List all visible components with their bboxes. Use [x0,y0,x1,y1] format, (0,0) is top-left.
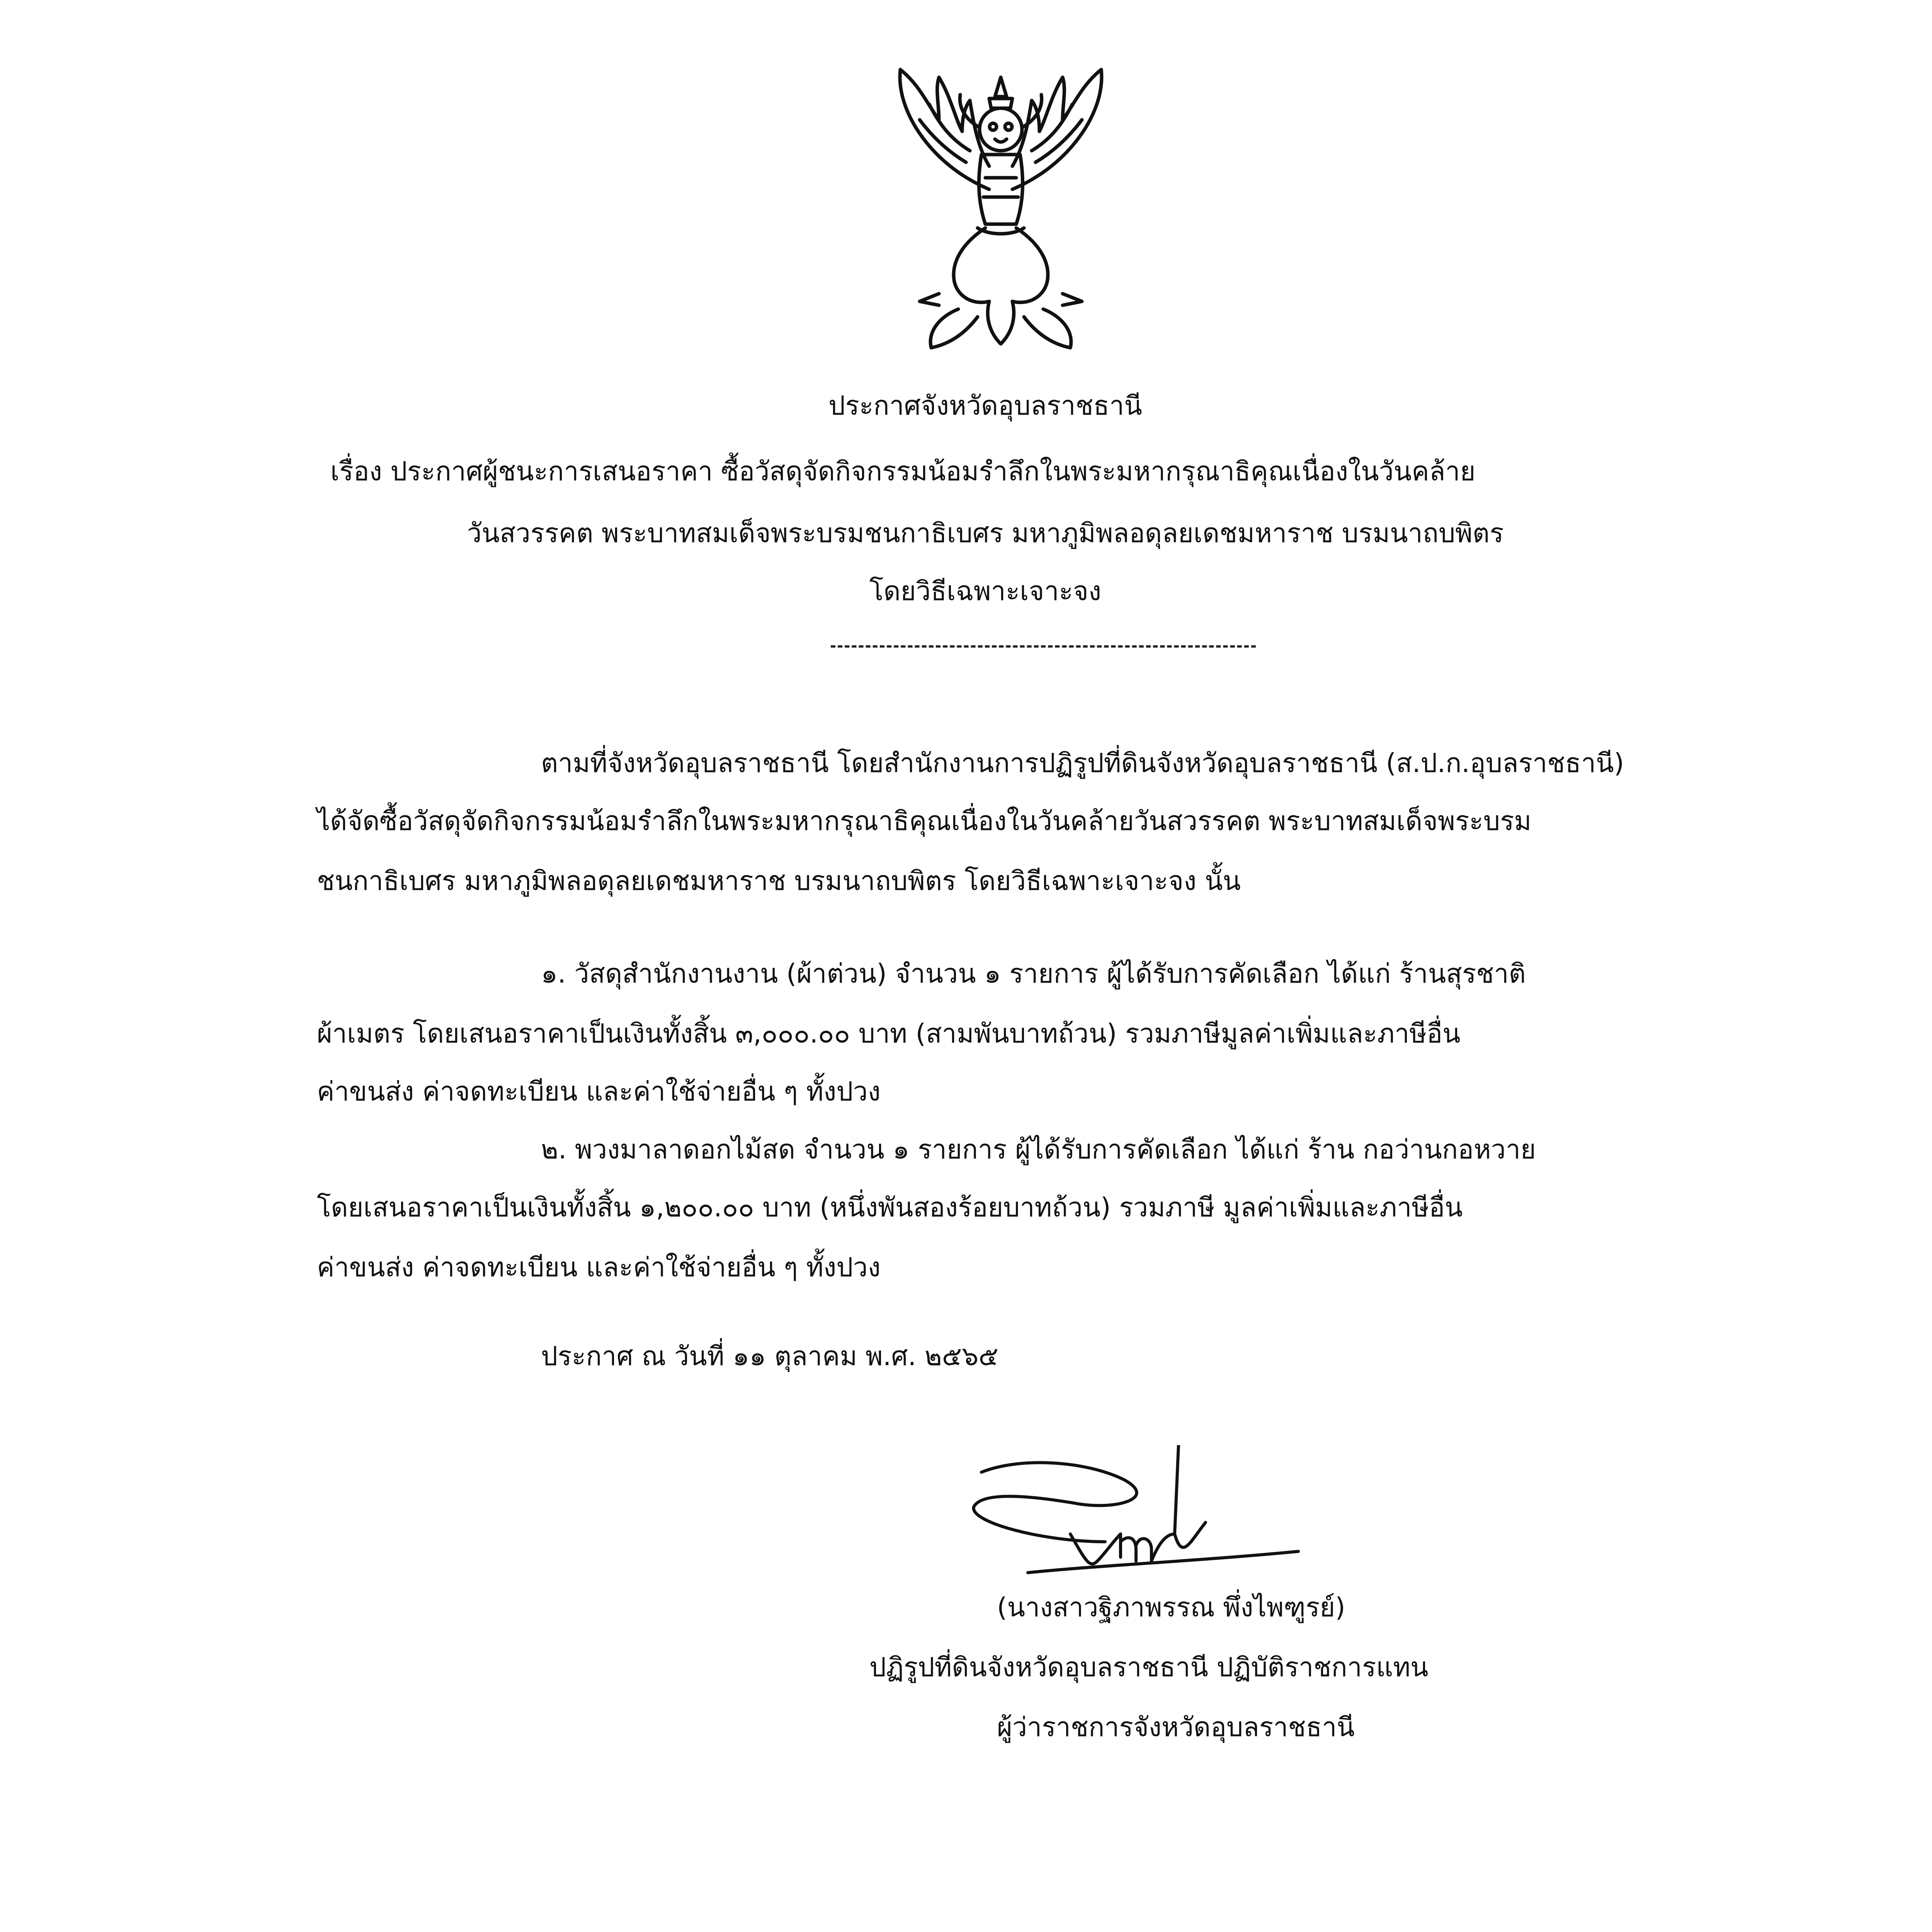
intro-line-2: ได้จัดซื้อวัสดุจัดกิจกรรมน้อมรำลึกในพระมหากรุณาธิคุณเนื่องในวันคล้ายวันสวรรคต พระบาทสมเด็จพระบรม [317,806,1532,837]
signatory-position-line-2: ผู้ว่าราชการจังหวัดอุบลราชธานี [997,1712,1355,1743]
header-separator [831,645,1256,648]
item-1-line-2: ผ้าเมตร โดยเสนอราคาเป็นเงินทั้งสิ้น ๓,๐๐๐.๐๐ บาท (สามพันบาทถ้วน) รวมภาษีมูลค่าเพิ่มและภาษีอื่น [317,1019,1461,1049]
intro-line-3: ชนกาธิเบศร มหาภูมิพลอดุลยเดชมหาราช บรมนาถบพิตร โดยวิธีเฉพาะเจาะจง นั้น [317,866,1241,896]
announcement-subject-line-1: เรื่อง ประกาศผู้ชนะการเสนอราคา ซื้อวัสดุจัดกิจกรรมน้อมรำลึกในพระมหากรุณาธิคุณเนื่องในวันคล้าย [330,456,1476,487]
item-2-line-1: ๒. พวงมาลาดอกไม้สด จำนวน ๑ รายการ ผู้ได้รับการคัดเลือก ได้แก่ ร้าน กอว่านกอหวาย [541,1134,1536,1165]
announcement-date: ประกาศ ณ วันที่ ๑๑ ตุลาคม พ.ศ. ๒๕๖๕ [541,1341,998,1372]
item-2-line-3: ค่าขนส่ง ค่าจดทะเบียน และค่าใช้จ่ายอื่น ๆ ทั้งปวง [317,1252,881,1283]
announcement-agency: ประกาศจังหวัดอุบลราชธานี [828,391,1142,421]
signature-image [958,1445,1306,1607]
item-1-line-3: ค่าขนส่ง ค่าจดทะเบียน และค่าใช้จ่ายอื่น ๆ ทั้งปวง [317,1077,881,1107]
signatory-position-line-1: ปฏิรูปที่ดินจังหวัดอุบลราชธานี ปฏิบัติราชการแทน [869,1652,1429,1683]
signatory-name: (นางสาวฐิภาพรรณ พึ่งไพฑูรย์) [997,1592,1345,1623]
intro-line-1: ตามที่จังหวัดอุบลราชธานี โดยสำนักงานการปฏิรูปที่ดินจังหวัดอุบลราชธานี (ส.ป.ก.อุบลราชธานี) [541,748,1624,779]
item-2-line-2: โดยเสนอราคาเป็นเงินทั้งสิ้น ๑,๒๐๐.๐๐ บาท (หนึ่งพันสองร้อยบาทถ้วน) รวมภาษี มูลค่าเพิ่มและภาษีอื่น [317,1192,1463,1223]
garuda-emblem-icon [862,62,1140,363]
announcement-subject-line-3: โดยวิธีเฉพาะเจาะจง [869,576,1102,607]
item-1-line-1: ๑. วัสดุสำนักงานงาน (ผ้าต่วน) จำนวน ๑ รายการ ผู้ได้รับการคัดเลือก ได้แก่ ร้านสุรชาติ [541,959,1526,989]
announcement-subject-line-2: วันสวรรคต พระบาทสมเด็จพระบรมชนกาธิเบศร มหาภูมิพลอดุลยเดชมหาราช บรมนาถบพิตร [467,518,1504,549]
